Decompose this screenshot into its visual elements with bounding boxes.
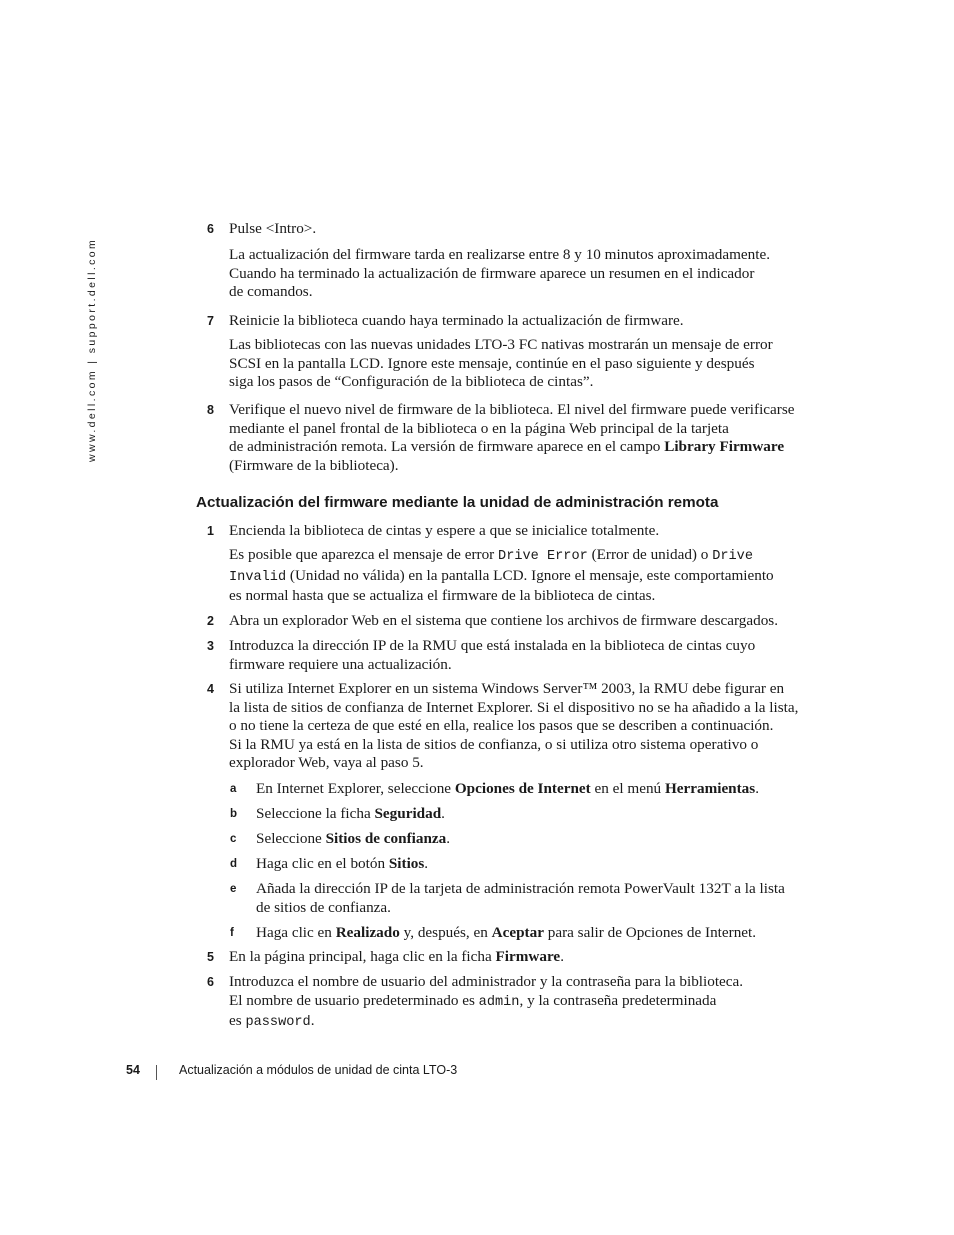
substep-text: En Internet Explorer, seleccione Opciones de Internet en el menú Herramientas. bbox=[256, 780, 759, 797]
substep-text: Añada la dirección IP de la tarjeta de administración remota PowerVault 132T a la lista de sitios de confianza. bbox=[256, 880, 785, 916]
page-number: 54 bbox=[126, 1063, 140, 1077]
step-number: 2 bbox=[207, 614, 214, 628]
step-number: 7 bbox=[207, 314, 214, 328]
footer-chapter-title: Actualización a módulos de unidad de cinta LTO-3 bbox=[179, 1063, 458, 1077]
step-number: 3 bbox=[207, 639, 214, 653]
step-number: 1 bbox=[207, 524, 214, 538]
step-text: En la página principal, haga clic en la ficha Firmware. bbox=[229, 948, 564, 965]
step-number: 6 bbox=[207, 222, 214, 236]
step-text: Verifique el nuevo nivel de firmware de la biblioteca. El nivel del firmware puede verificarse mediante el panel frontal de la biblioteca o en la página Web principal de la tarjeta de administración remota. La versión de firmware aparece en el campo Library Firmware (Firmware de la biblioteca). bbox=[229, 401, 795, 474]
substep-text: Seleccione Sitios de confianza. bbox=[256, 830, 451, 847]
substep-text: Seleccione la ficha Seguridad. bbox=[256, 805, 445, 822]
step-note: Las bibliotecas con las nuevas unidades LTO-3 FC nativas mostrarán un mensaje de error SCSI en la pantalla LCD. Ignore este mensaje, continúe en el paso siguiente y después siga los pasos de “Configuración de la biblioteca de cintas”. bbox=[229, 336, 773, 391]
step-number: 6 bbox=[207, 975, 214, 989]
footer-divider bbox=[156, 1065, 157, 1080]
step-number: 8 bbox=[207, 403, 214, 417]
step-number: 5 bbox=[207, 950, 214, 964]
step-note: La actualización del firmware tarda en realizarse entre 8 y 10 minutos aproximadamente. Cuando ha terminado la actualización de firmware aparece un resumen en el indicador de comandos. bbox=[229, 246, 771, 301]
substep-letter: e bbox=[230, 883, 237, 895]
step-text: Introduzca el nombre de usuario del administrador y la contraseña para la biblioteca. El nombre de usuario predeterminado es admin, y la contraseña predeterminada es password. bbox=[229, 973, 744, 1031]
substep-text: Haga clic en el botón Sitios. bbox=[256, 855, 429, 872]
substep-letter: f bbox=[230, 927, 234, 939]
section-heading: Actualización del firmware mediante la unidad de administración remota bbox=[196, 494, 719, 511]
step-text: Abra un explorador Web en el sistema que contiene los archivos de firmware descargados. bbox=[229, 612, 778, 629]
step-text: Pulse <Intro>. bbox=[229, 220, 317, 237]
substep-letter: b bbox=[230, 808, 238, 820]
step-number: 4 bbox=[207, 682, 214, 696]
substep-text: Haga clic en Realizado y, después, en Aceptar para salir de Opciones de Internet. bbox=[256, 924, 757, 941]
substep-letter: d bbox=[230, 858, 238, 870]
step-text: Encienda la biblioteca de cintas y espere a que se inicialice totalmente. bbox=[229, 522, 660, 539]
step-text: Reinicie la biblioteca cuando haya terminado la actualización de firmware. bbox=[229, 312, 684, 329]
substep-letter: a bbox=[230, 783, 237, 795]
step-note: Es posible que aparezca el mensaje de error Drive Error (Error de unidad) o Drive Invalid (Unidad no válida) en la pantalla LCD. Ignore el mensaje, este comportamiento es normal hasta que se actualiza el firmware de la biblioteca de cintas. bbox=[229, 546, 774, 605]
substep-letter: c bbox=[230, 833, 237, 845]
step-text: Introduzca la dirección IP de la RMU que está instalada en la biblioteca de cintas cuyo firmware requiere una actualización. bbox=[229, 637, 756, 673]
step-text: Si utiliza Internet Explorer en un sistema Windows Server™ 2003, la RMU debe figurar en la lista de sitios de confianza de Internet Explorer. Si el dispositivo no se ha añadido a la lista, o no tiene la certeza de que esté en ella, realice los pasos que se describen a continuación. Si la RMU ya está en la lista de sitios de confianza, o si utiliza otro sistema operativo o explorador Web, vaya al paso 5. bbox=[229, 680, 799, 772]
sidebar-url: www.dell.com | support.dell.com bbox=[86, 237, 98, 462]
